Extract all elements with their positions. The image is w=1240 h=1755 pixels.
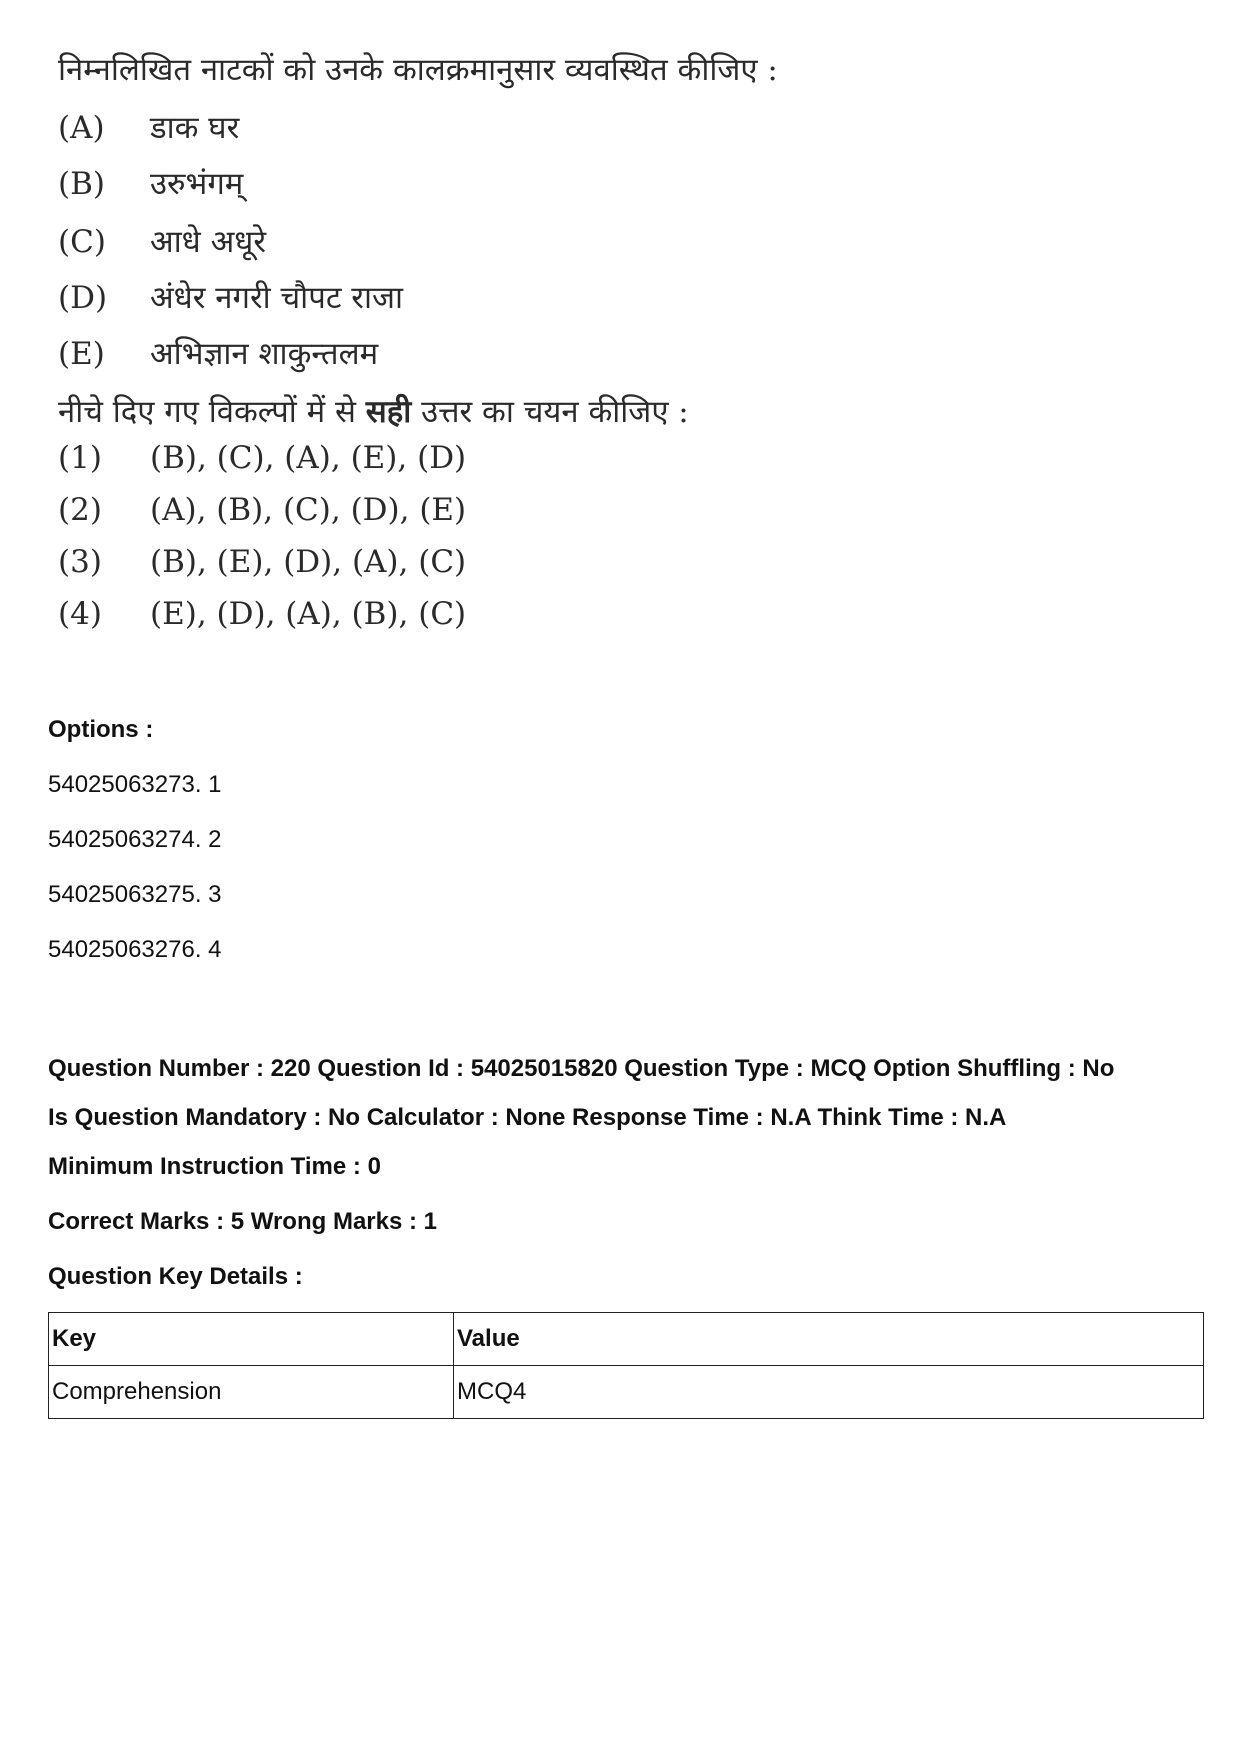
option-item-1: 54025063273. 1	[48, 771, 222, 798]
item-label: (B)	[58, 166, 105, 202]
item-text: अंधेर नगरी चौपट राजा	[150, 280, 404, 316]
choice-label: (2)	[58, 492, 102, 528]
question-meta-line-1: Question Number : 220 Question Id : 54025015820 Question Type : MCQ Option Shuffling : No	[48, 1055, 1115, 1082]
key-details-heading: Question Key Details :	[48, 1263, 303, 1290]
options-heading: Options :	[48, 716, 154, 743]
question-choice-1	[58, 440, 466, 476]
table-cell-key: Comprehension	[49, 1366, 454, 1419]
question-choice-3	[58, 544, 466, 580]
table-row	[49, 1366, 1204, 1419]
item-label: (D)	[58, 280, 108, 316]
table-header-key: Key	[49, 1313, 454, 1366]
question-choice-2	[58, 492, 466, 528]
item-text: उरुभंगम्	[150, 166, 244, 202]
question-prompt: नीचे दिए गए विकल्पों में से सही उत्तर का चयन कीजिए :	[58, 394, 689, 430]
question-instruction: निम्नलिखित नाटकों को उनके कालक्रमानुसार व्यवस्थित कीजिए :	[58, 52, 778, 88]
item-text: आधे अधूरे	[150, 224, 267, 260]
choice-text: (B), (E), (D), (A), (C)	[150, 544, 467, 580]
key-details-table	[48, 1312, 1204, 1419]
choice-label: (3)	[58, 544, 102, 580]
item-label: (E)	[58, 336, 105, 372]
option-item-4: 54025063276. 4	[48, 936, 222, 963]
item-text: अभिज्ञान शाकुन्तलम	[150, 336, 379, 372]
question-choice-4	[58, 596, 466, 632]
prompt-emphasis: सही	[365, 394, 412, 430]
item-text: डाक घर	[150, 110, 240, 146]
question-item-e	[58, 332, 378, 374]
table-header-value: Value	[454, 1313, 1204, 1366]
choice-label: (1)	[58, 440, 102, 476]
question-meta-line-3: Minimum Instruction Time : 0	[48, 1153, 381, 1180]
option-item-2: 54025063274. 2	[48, 826, 222, 853]
table-header-row	[49, 1313, 1204, 1366]
question-meta-line-2: Is Question Mandatory : No Calculator : None Response Time : N.A Think Time : N.A	[48, 1104, 1007, 1131]
choice-text: (A), (B), (C), (D), (E)	[150, 492, 467, 528]
choice-text: (B), (C), (A), (E), (D)	[150, 440, 467, 476]
item-label: (C)	[58, 224, 106, 260]
item-label: (A)	[58, 110, 105, 146]
option-item-3: 54025063275. 3	[48, 881, 222, 908]
question-item-b	[58, 162, 243, 204]
marks-line: Correct Marks : 5 Wrong Marks : 1	[48, 1208, 438, 1235]
question-item-a	[58, 106, 239, 148]
question-item-c	[58, 220, 266, 262]
question-item-d	[58, 276, 403, 318]
choice-label: (4)	[58, 596, 102, 632]
choice-text: (E), (D), (A), (B), (C)	[150, 596, 467, 632]
table-cell-value: MCQ4	[454, 1366, 1204, 1419]
